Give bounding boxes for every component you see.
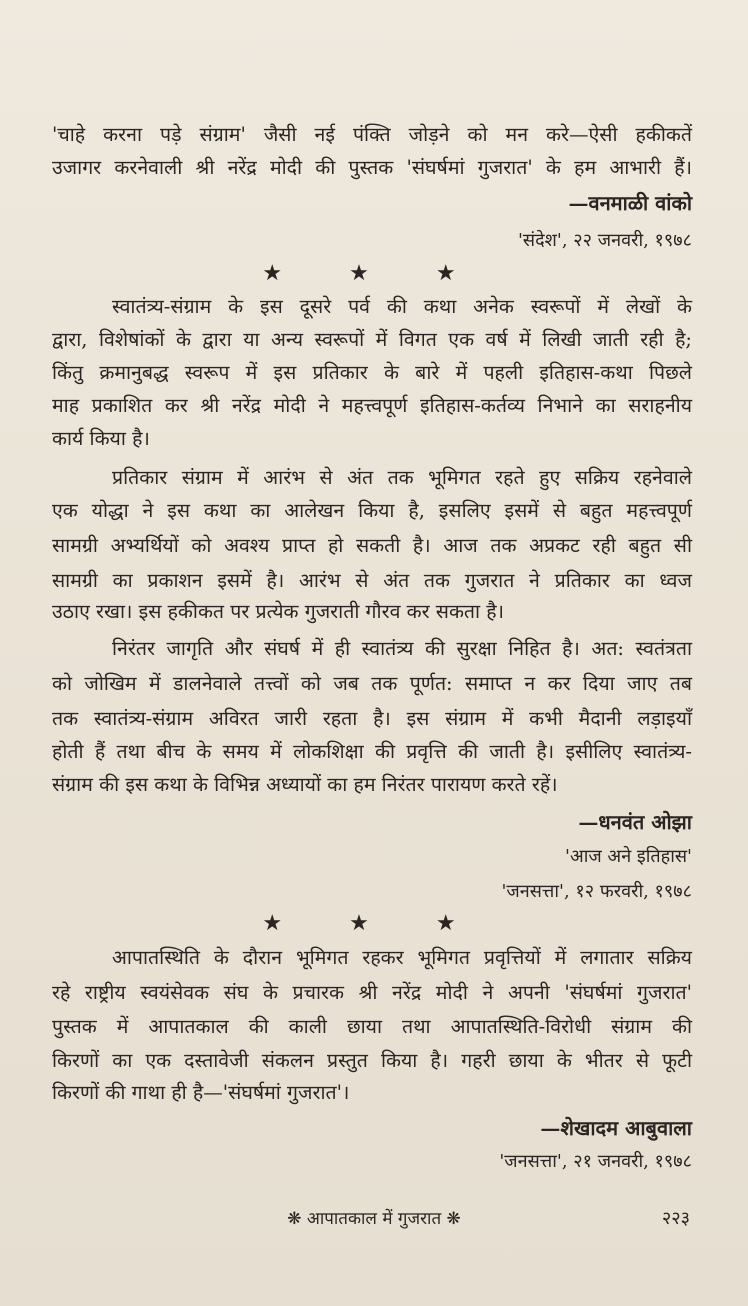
text-line: तक स्वातंत्र्य-संग्राम अविरत जारी रहता है। इस संग्राम में कभी मैदानी लड़ाइयाँ <box>52 707 692 730</box>
text-line: होती हैं तथा बीच के समय में लोकशिक्षा की प्रवृत्ति की जाती है। इसीलिए स्वातंत्र्य- <box>52 740 692 763</box>
text-line: रहे राष्ट्रीय स्वयंसेवक संघ के प्रचारक श्री नरेंद्र मोदी ने अपनी 'संघर्षमां गुजरात' <box>52 981 692 1004</box>
quote-book: 'आज अने इतिहास' <box>565 846 692 867</box>
text-line: कार्य किया है। <box>52 427 150 450</box>
text-line: उजागर करनेवाली श्री नरेंद्र मोदी की पुस्तक 'संघर्षमां गुजरात' के हम आभारी हैं। <box>52 156 692 179</box>
text-line: 'चाहे करना पड़े संग्राम' जैसी नई पंक्ति जोड़ने को मन करे—ऐसी हकीकतें <box>52 123 692 146</box>
text-line: सामग्री अभ्यर्थियों को अवश्य प्राप्त हो सकती है। आज तक अप्रकट रही बहुत सी <box>52 534 692 557</box>
text-line: उठाए रखा। इस हकीकत पर प्रत्येक गुजराती गौरव कर सकता है। <box>52 600 505 623</box>
text-line: निरंतर जागृति और संघर्ष में ही स्वातंत्र्य की सुरक्षा निहित है। अत: स्वतंत्रता <box>112 637 692 660</box>
running-footer-title: ❋ आपातकाल में गुजरात ❋ <box>287 1209 461 1229</box>
text-line: किरणों का एक दस्तावेजी संकलन प्रस्तुत किया है। गहरी छाया के भीतर से फूटी <box>52 1049 692 1072</box>
quote-author: —धनवंत ओझा <box>578 810 692 834</box>
quote-source: 'संदेश', २२ जनवरी, १९७८ <box>517 230 692 251</box>
quote-source: 'जनसत्ता', २१ जनवरी, १९७८ <box>499 1151 692 1172</box>
text-line: द्वारा, विशेषांकों के द्वारा या अन्य स्वरूपों में विगत एक वर्ष में लिखी जाती रही है; <box>52 328 692 351</box>
text-line: किरणों की गाथा ही है—'संघर्षमां गुजरात'। <box>52 1081 350 1104</box>
text-line: को जोखिम में डालनेवाले तत्त्वों को जब तक पूर्णत: समाप्त न कर दिया जाए तब <box>52 672 692 695</box>
text-line: संग्राम की इस कथा के विभिन्न अध्यायों का हम निरंतर पारायण करते रहें। <box>52 773 558 796</box>
text-line: स्वातंत्र्य-संग्राम के इस दूसरे पर्व की कथा अनेक स्वरूपों में लेखों के <box>112 295 692 318</box>
quote-author: —शेखादम आबुवाला <box>540 1116 692 1140</box>
separator-stars: ★ ★ ★ <box>262 261 486 286</box>
quote-author: —वनमाळी वांको <box>568 191 692 215</box>
text-line: किंतु क्रमानुबद्ध स्वरूप में इस प्रतिकार के बारे में पहली इतिहास-कथा पिछले <box>52 361 692 384</box>
text-line: सामग्री का प्रकाशन इसमें है। आरंभ से अंत तक गुजरात ने प्रतिकार का ध्वज <box>52 569 692 592</box>
text-line: प्रतिकार संग्राम में आरंभ से अंत तक भूमिगत रहते हुए सक्रिय रहनेवाले <box>112 466 692 489</box>
text-line: आपातस्थिति के दौरान भूमिगत रहकर भूमिगत प्रवृत्तियों में लगातार सक्रिय <box>112 946 692 969</box>
text-line: माह प्रकाशित कर श्री नरेंद्र मोदी ने महत्त्वपूर्ण इतिहास-कर्तव्य निभाने का सराहनीय <box>52 394 692 417</box>
text-line: एक योद्धा ने इस कथा का आलेखन किया है, इसलिए इसमें से बहुत महत्त्वपूर्ण <box>52 499 692 522</box>
quote-source: 'जनसत्ता', १२ फरवरी, १९७८ <box>501 881 692 902</box>
text-line: पुस्तक में आपातकाल की काली छाया तथा आपातस्थिति-विरोधी संग्राम की <box>52 1015 692 1038</box>
separator-stars: ★ ★ ★ <box>262 911 486 936</box>
page-number: २२३ <box>661 1208 690 1229</box>
